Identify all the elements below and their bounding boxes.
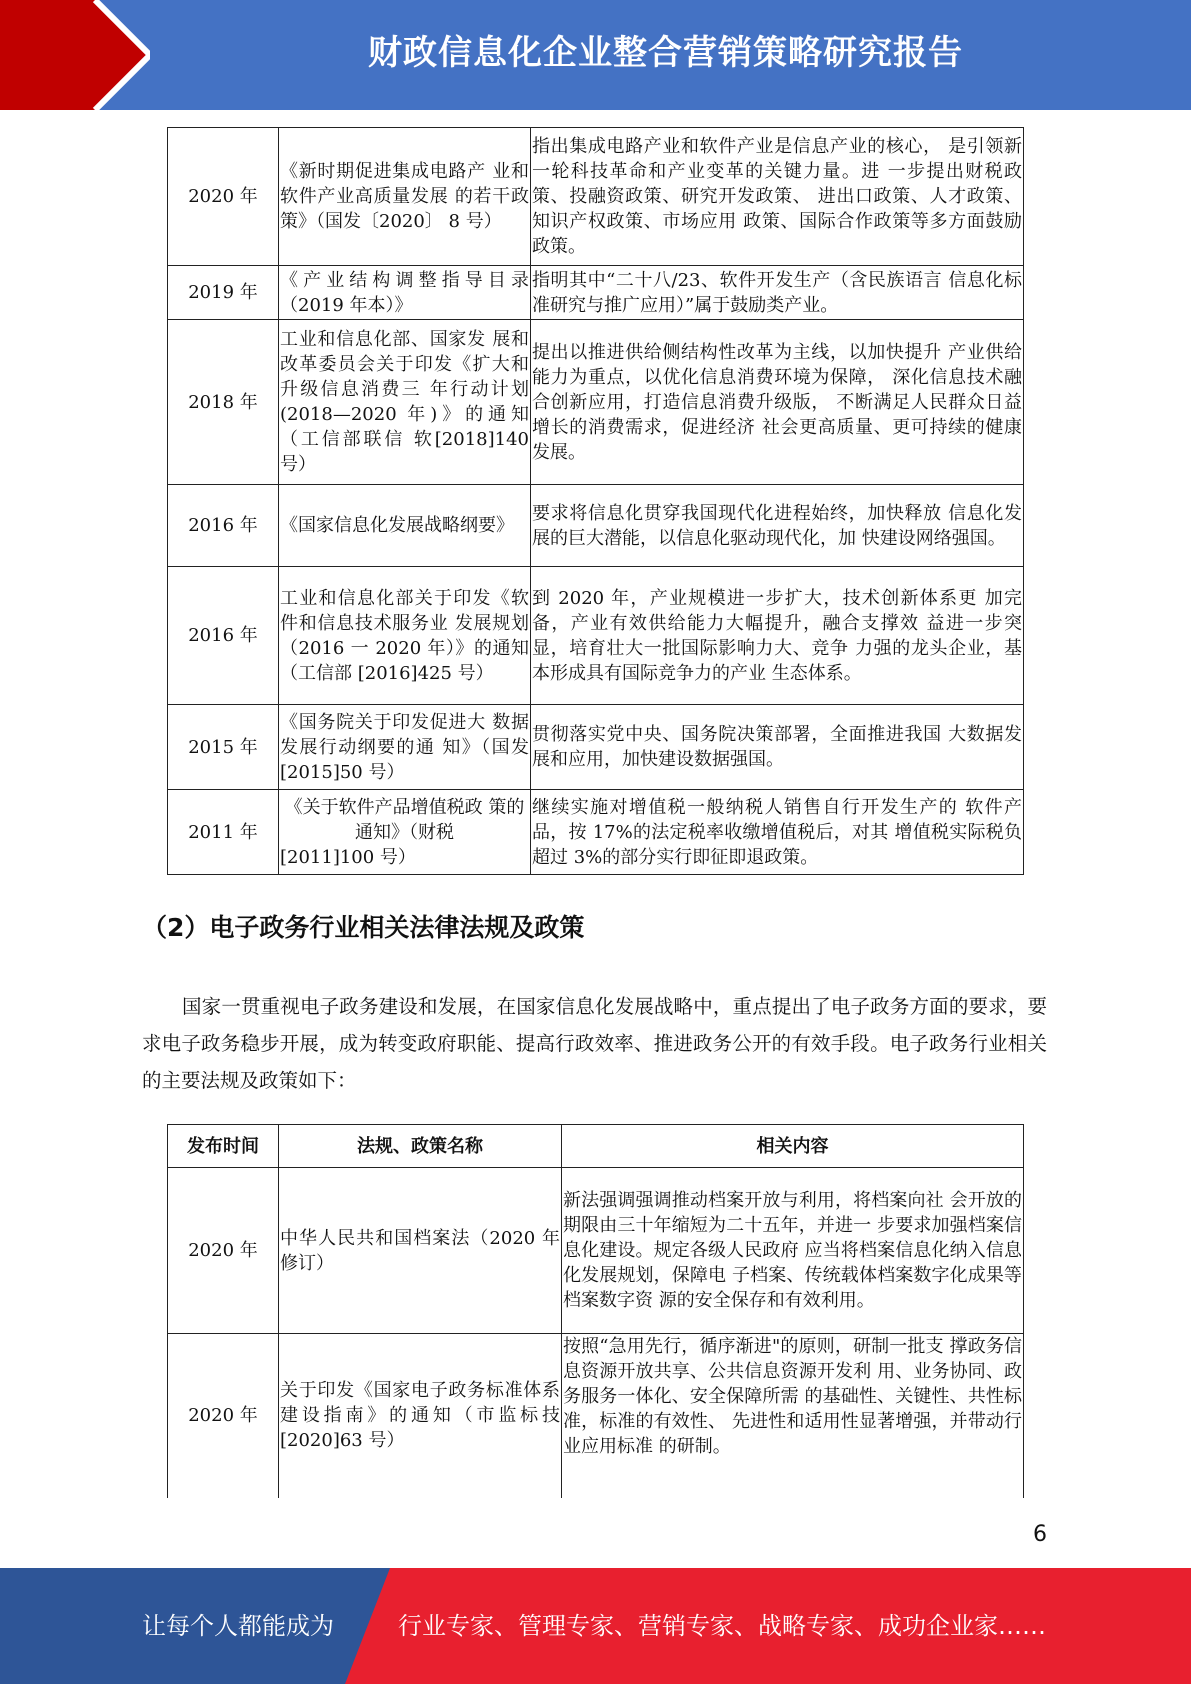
policy-name-cell: 工业和信息化部、国家发 展和改革委员会关于印发《扩大和升级信息消费三 年行动计划(2018—2020 年)》的通知（工信部联信 软[2018]140 号）: [279, 320, 531, 485]
table-row: [168, 567, 1024, 705]
policy-name-line: [2011]100 号）: [280, 846, 416, 868]
year-cell: 2018 年: [168, 320, 279, 485]
table-row: [168, 705, 1024, 790]
policy-content-cell: 继续实施对增值税一般纳税人销售自行开发生产的 软件产品，按 17%的法定税率收缴增值税后，对其 增值税实际税负超过 3%的部分实行即征即退政策。: [531, 790, 1024, 875]
policy-name-cell: [279, 790, 531, 875]
footer-slogan-left: 让每个人都能成为: [142, 1612, 334, 1640]
policy-name-line: 《关于软件产品增值税政 策的通知》（财税: [284, 796, 525, 843]
policy-content-cell: 指明其中“二十八/23、软件开发生产（含民族语言 信息化标准研究与推广应用）”属于鼓励类产业。: [531, 266, 1024, 320]
year-cell: 2019 年: [168, 266, 279, 320]
policy-table-software: [167, 127, 1024, 875]
policy-name-cell: 《新时期促进集成电路产 业和软件产业高质量发展 的若干政策》（国发〔2020〕 8 号）: [279, 128, 531, 266]
page-footer: [0, 1568, 1191, 1684]
header-arrow-decoration: [0, 0, 150, 110]
policy-content-cell: 到 2020 年，产业规模进一步扩大，技术创新体系更 加完备，产业有效供给能力大幅提升，融合支撑效 益进一步突显，培育壮大一批国际影响力大、竞争 力强的龙头企业，基本形成具有国际竞争力的产业 生态体系。: [531, 567, 1024, 705]
column-header-name: 法规、政策名称: [279, 1125, 562, 1168]
policy-name-cell: 中华人民共和国档案法（2020 年修订）: [279, 1168, 562, 1334]
policy-content-cell: 新法强调强调推动档案开放与利用，将档案向社 会开放的期限由三十年缩短为二十五年，并进一 步要求加强档案信息化建设。规定各级人民政府 应当将档案信息化纳入信息化发展规划，保障电 子档案、传统载体档案数字化成果等档案数字资 源的安全保存和有效利用。: [562, 1168, 1024, 1334]
policy-content-cell: 指出集成电路产业和软件产业是信息产业的核心， 是引领新一轮科技革命和产业变革的关键力量。进 一步提出财税政策、投融资政策、研究开发政策、 进出口政策、人才政策、知识产权政策、市场应用 政策、国际合作政策等多方面鼓励政策。: [531, 128, 1024, 266]
policy-name-cell: 《国务院关于印发促进大 数据发展行动纲要的通 知》（国发[2015]50 号）: [279, 705, 531, 790]
year-cell: 2020 年: [168, 1334, 279, 1498]
page-number: 6: [1033, 1522, 1047, 1547]
policy-content-cell: 贯彻落实党中央、国务院决策部署，全面推进我国 大数据发展和应用，加快建设数据强国。: [531, 705, 1024, 790]
policy-name-cell: 关于印发《国家电子政务标准体系建设指南》的通知（市监标技[2020]63 号）: [279, 1334, 562, 1498]
policy-name-cell: 《国家信息化发展战略纲要》: [279, 485, 531, 567]
table-row: [168, 790, 1024, 875]
section-paragraph: 国家一贯重视电子政务建设和发展，在国家信息化发展战略中，重点提出了电子政务方面的要求，要求电子政务稳步开展，成为转变政府职能、提高行政效率、推进政务公开的有效手段。电子政务行业相关的主要法规及政策如下：: [142, 995, 1047, 1092]
year-cell: 2020 年: [168, 128, 279, 266]
policy-name-cell: 工业和信息化部关于印发《软件和信息技术服务业 发展规划（2016 一 2020 年）》的通知（工信部 [2016]425 号）: [279, 567, 531, 705]
column-header-year: 发布时间: [168, 1125, 279, 1168]
table-row: [168, 128, 1024, 266]
page-header: [0, 0, 1191, 110]
year-cell: 2011 年: [168, 790, 279, 875]
column-header-content: 相关内容: [562, 1125, 1024, 1168]
year-cell: 2015 年: [168, 705, 279, 790]
policy-table-egov: [167, 1124, 1024, 1498]
table-row: [168, 485, 1024, 567]
table-header-row: [168, 1125, 1024, 1168]
section-heading: （2）电子政务行业相关法律法规及政策: [142, 913, 585, 942]
policy-content-cell: 按照“急用先行，循序渐进"的原则，研制一批支 撑政务信息资源开放共享、公共信息资源开发利 用、业务协同、政务服务一体化、安全保障所需 的基础性、关键性、共性标准，标准的有效性、 先进性和适用性显著增强，并带动行业应用标准 的研制。: [562, 1334, 1024, 1498]
year-cell: 2016 年: [168, 485, 279, 567]
footer-slogan-right: 行业专家、管理专家、营销专家、战略专家、成功企业家……: [398, 1612, 1046, 1640]
policy-content-cell: 提出以推进供给侧结构性改革为主线，以加快提升 产业供给能力为重点，以优化信息消费环境为保障， 深化信息技术融合创新应用，打造信息消费升级版， 不断满足人民群众日益增长的消费需求，促进经济 社会更高质量、更可持续的健康发展。: [531, 320, 1024, 485]
table-row: [168, 1334, 1024, 1498]
year-cell: 2020 年: [168, 1168, 279, 1334]
policy-name-cell: 《产业结构调整指导目录（2019 年本）》: [279, 266, 531, 320]
report-title: 财政信息化企业整合营销策略研究报告: [368, 33, 963, 73]
table-row: [168, 320, 1024, 485]
year-cell: 2016 年: [168, 567, 279, 705]
table-row: [168, 266, 1024, 320]
policy-content-cell: 要求将信息化贯穿我国现代化进程始终，加快释放 信息化发展的巨大潜能，以信息化驱动现代化，加 快建设网络强国。: [531, 485, 1024, 567]
table-row: [168, 1168, 1024, 1334]
